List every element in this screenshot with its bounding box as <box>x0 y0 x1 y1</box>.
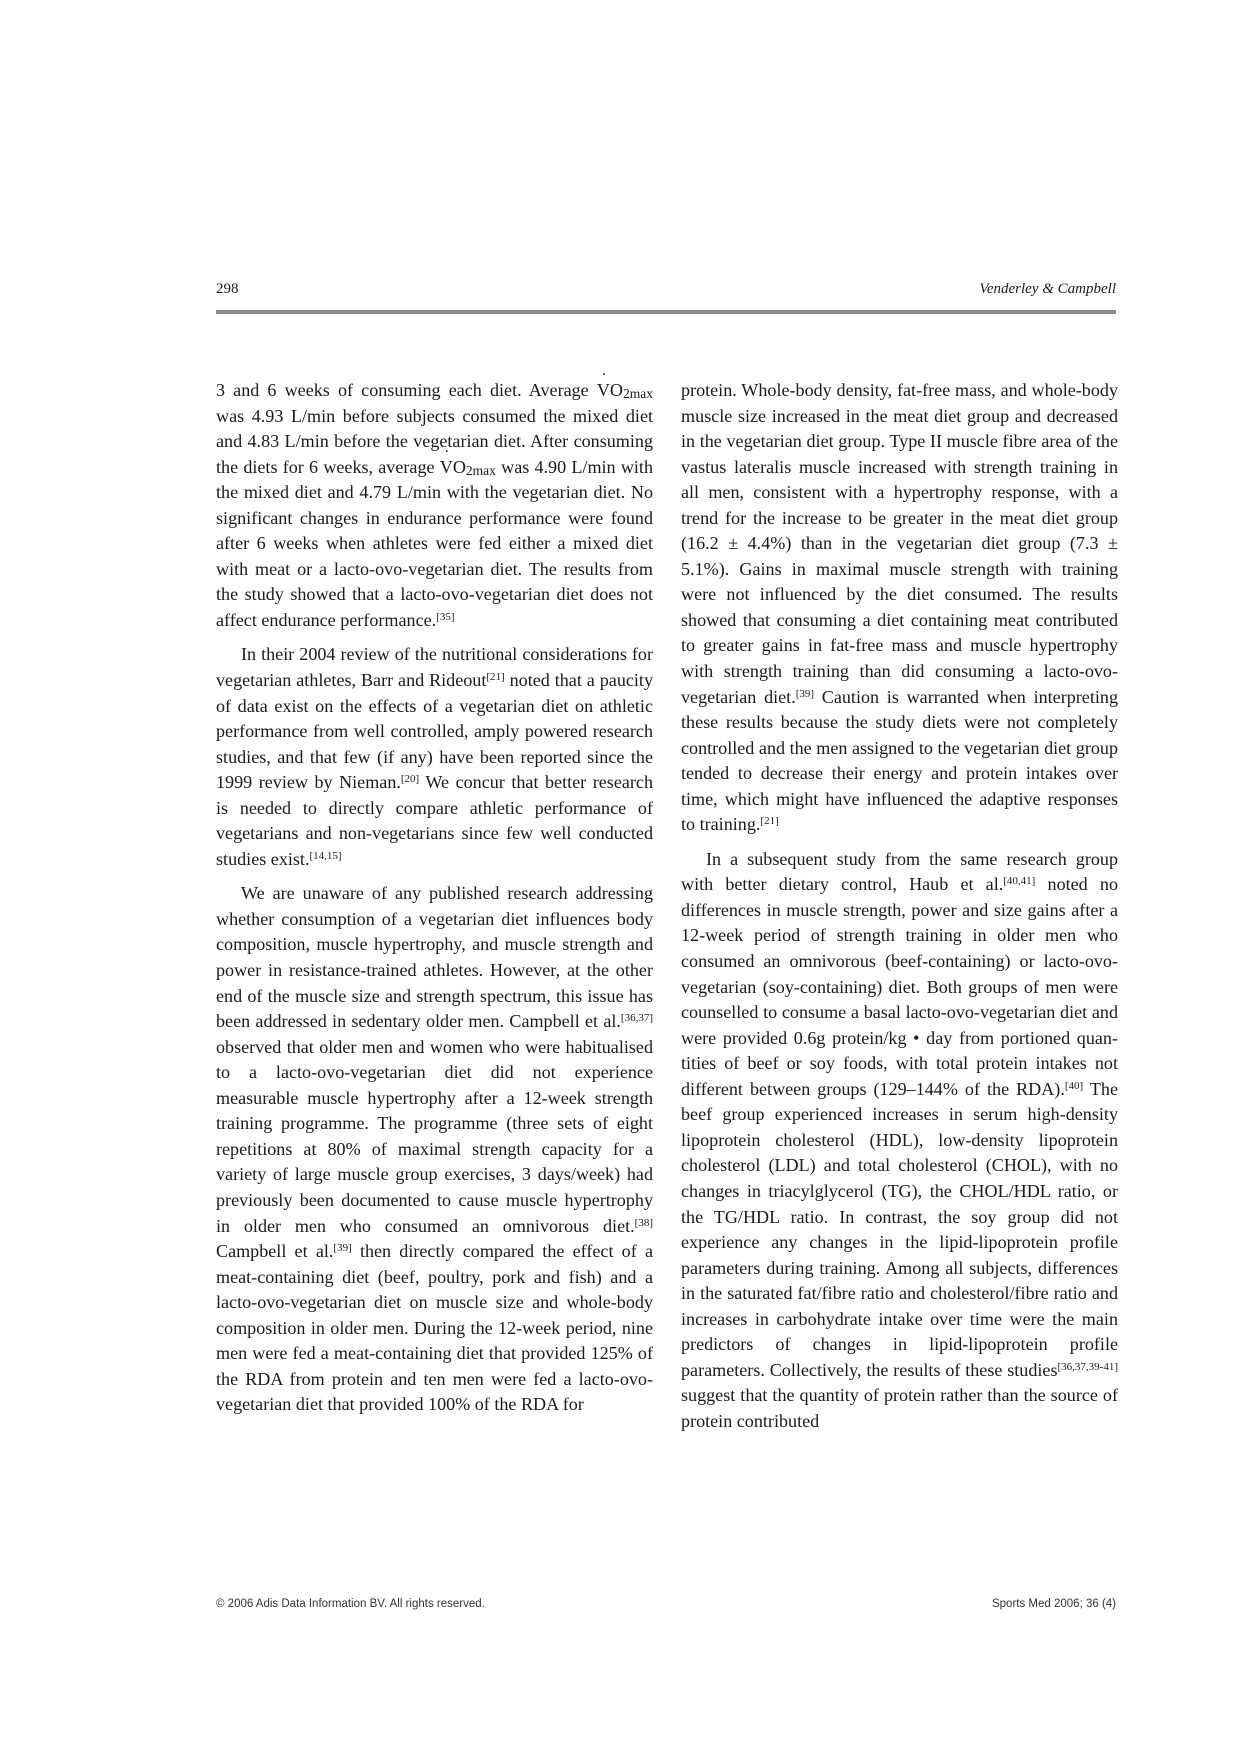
citation: [39] <box>795 687 815 700</box>
page-number: 298 <box>216 281 239 297</box>
running-head-authors: Venderley & Campbell <box>979 281 1116 297</box>
header-rule <box>216 310 1116 314</box>
v-dot-symbol: ˙ V <box>597 378 610 404</box>
citation: [40,41] <box>1003 875 1036 888</box>
journal-citation: Sports Med 2006; 36 (4) <box>991 1598 1116 1610</box>
running-head <box>216 281 1116 303</box>
citation: [20] <box>400 773 420 786</box>
citation: [40] <box>1064 1079 1084 1092</box>
paragraph-review-2004: In their 2004 review of the nutritional considerations for vegetarian athletes, Barr and Rideout[21] noted that a paucity of data exist on the effects of a vegetarian diet on athletic performance from well controlled, amply powered research studies, and that few (if any) have been reported since the 1999 review by Nieman.[20] We concur that better research is needed to directly compare athletic performance of vegetarians and non-vegetarians since few well conducted studies exist.[14,15] <box>216 644 653 869</box>
right-column <box>681 378 1118 1434</box>
paragraph-subsequent-study: In a subsequent study from the same research group with better dietary control, Haub et al.[40,41] noted no differences in muscle strength, power and size gains after a 12-week period of strength training in older men who consumed an omnivorous (beef-containing) or lacto-ovo-vegetarian (soy-containing) diet. Both groups of men were counselled to consume a basal lacto-ovo-vegetarian diet and were provided 0.6g protein/kg • day from portioned quantities of beef or soy foods, with total protein intakes not different between groups (129–144% of the RDA).[40] The beef group experienced increases in serum high-density lipoprotein cholesterol (HDL), low-density lipoprotein cholesterol (LDL) and total cholesterol (CHOL), with no changes in triacylglycerol (TG), the CHOL/HDL ratio, or the TG/HDL ratio. In contrast, the soy group did not experience any changes in the lipid-lipoprotein profile parameters during training. Among all subjects, differences in the saturated fat/fibre ratio and cholesterol/fibre ratio and increases in carbohydrate intake over time were the main predictors of changes in lipid-lipoprotein profile parameters. Collectively, the results of these studies[36,37,39-41] suggest that the quantity of protein rather than the source of protein contributed <box>681 848 1118 1431</box>
citation: [36,37] <box>620 1012 653 1025</box>
left-column <box>216 378 653 1418</box>
citation: [21] <box>760 815 779 828</box>
citation: [14,15] <box>309 849 342 862</box>
paragraph-vo2max-results: 3 and 6 weeks of consuming each diet. Average ˙ VO2max was 4.93 L/min before subjects consumed the mixed diet and 4.83 L/min before the vegetarian diet. After consuming the diets for 6 weeks, average ˙ VO2max was 4.90 L/min with the mixed diet and 4.79 L/min with the vegetarian diet. No significant changes in endurance performance were found after 6 weeks when athletes were fed either a mixed diet with meat or a lacto-ovo-vegetarian diet. The results from the study showed that a lacto-ovo-vegetarian diet does not affect endurance performance.[35] <box>216 378 653 633</box>
citation: [38] <box>634 1216 653 1229</box>
subscript: 2max <box>623 386 653 401</box>
page-footer <box>216 1598 1116 1614</box>
paragraph-protein-results: protein. Whole-body density, fat-free mass, and whole-body muscle size increased in the meat diet group and decreased in the vegetarian diet group. Type II muscle fibre area of the vastus lateralis muscle increased with strength training in all men, consistent with a hypertrophy response, with a trend for the increase to be greater in the meat diet group (16.2 ± 4.4%) than in the vegetarian diet group (7.3 ± 5.1%). Gains in maximal muscle strength with training were not influenced by the diet consumed. The results showed that consuming a diet containing meat contributed to greater gains in fat-free mass and muscle hypertrophy with strength training than did consuming a lacto-ovo-vegetarian diet.[39] Caution is warranted when interpreting these results because the study diets were not completely controlled and the men assigned to the vegetarian diet group tended to decrease their energy and protein intakes over time, which might have influenced the adaptive responses to training.[21] <box>681 380 1118 835</box>
paragraph-body-composition: We are unaware of any published research addressing whether consumption of a vegetarian diet influences body composition, muscle hypertrophy, and muscle strength and power in resistance-trained athletes. However, at the other end of the muscle size and strength spectrum, this issue has been addressed in sedentary older men. Campbell et al.[36,37] observed that older men and women who were habitualised to a lacto-ovo-vegetarian diet did not experience measurable muscle hypertrophy after a 12-week strength training programme. The programme (three sets of eight repetitions at 80% of maximal strength capacity for a variety of large muscle group exercises, 3 days/week) had previously been documented to cause muscle hypertrophy in older men who consumed an omnivorous diet.[38] Campbell et al.[39] then directly compared the effect of a meat-containing diet (beef, poultry, pork and fish) and a lacto-ovo-vegetarian diet on muscle size and whole-body composition in older men. During the 12-week period, nine men were fed a meat-containing diet that provided 125% of the RDA from protein and ten men were fed a lacto-ovo-vegetarian diet that provided 100% of the RDA for <box>216 883 653 1415</box>
subscript: 2max <box>465 462 496 478</box>
v-dot-symbol: ˙ V <box>440 455 453 481</box>
copyright-notice: © 2006 Adis Data Information BV. All rights reserved. <box>216 1598 485 1610</box>
citation: [21] <box>486 671 505 684</box>
citation: [35] <box>436 610 455 623</box>
citation: [36,37,39-41] <box>1057 1360 1118 1373</box>
citation: [39] <box>333 1242 352 1255</box>
